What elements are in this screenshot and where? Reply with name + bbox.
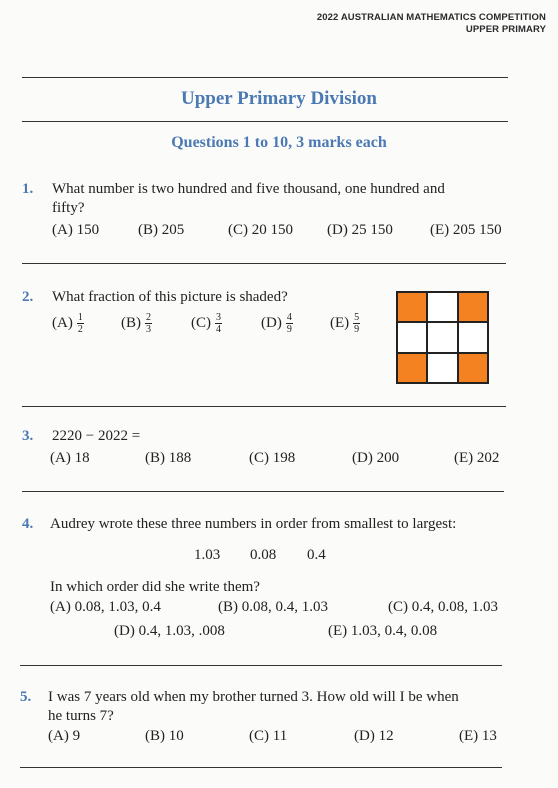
option-label: (C) xyxy=(191,314,211,331)
answer-option-e[interactable] xyxy=(330,312,360,335)
fraction-denominator: 9 xyxy=(286,324,292,335)
answer-option-c[interactable]: (C) 0.4, 0.08, 1.03 xyxy=(388,599,498,615)
option-label: (E) xyxy=(330,314,350,331)
question-prompt: In which order did she write them? xyxy=(50,579,260,595)
question-number: 4. xyxy=(22,516,34,532)
answer-option-a[interactable] xyxy=(52,312,84,335)
question-text-line: I was 7 years old when my brother turned 3. How old will I be when xyxy=(48,689,459,705)
answer-option-b[interactable]: (B) 188 xyxy=(145,450,192,466)
divider xyxy=(22,263,506,264)
option-label: (D) xyxy=(261,314,282,331)
question-text-line: What number is two hundred and five thousand, one hundred and xyxy=(52,181,445,197)
number-3: 0.4 xyxy=(307,547,326,563)
question-text-line: fifty? xyxy=(52,200,85,216)
question-text xyxy=(52,180,445,218)
answer-option-a[interactable]: (A) 18 xyxy=(50,450,90,466)
question-number: 5. xyxy=(20,689,32,705)
question-text xyxy=(48,688,459,726)
section-title: Questions 1 to 10, 3 marks each xyxy=(171,134,387,151)
fraction-numerator: 5 xyxy=(354,312,360,323)
fraction-numerator: 3 xyxy=(216,312,221,323)
divider xyxy=(20,767,502,768)
fraction xyxy=(77,312,84,335)
divider xyxy=(22,491,504,492)
answer-option-e[interactable]: (E) 205 150 xyxy=(430,222,502,238)
answer-option-b[interactable]: (B) 10 xyxy=(145,728,184,744)
divider xyxy=(22,121,508,122)
question-number: 2. xyxy=(22,289,34,305)
header-division: UPPER PRIMARY xyxy=(465,24,546,35)
answer-option-e[interactable]: (E) 1.03, 0.4, 0.08 xyxy=(328,623,438,639)
question-text: What fraction of this picture is shaded? xyxy=(52,289,288,305)
answer-option-c[interactable] xyxy=(191,312,222,335)
header-competition: 2022 AUSTRALIAN MATHEMATICS COMPETITION xyxy=(316,12,546,23)
fraction xyxy=(215,312,222,335)
answer-option-a[interactable]: (A) 0.08, 1.03, 0.4 xyxy=(50,599,161,615)
fraction xyxy=(145,312,152,335)
grid-cell-shaded xyxy=(397,353,427,383)
divider xyxy=(22,406,506,407)
grid-cell-shaded xyxy=(458,292,488,322)
answer-option-d[interactable]: (D) 25 150 xyxy=(327,222,393,238)
answer-option-d[interactable] xyxy=(261,312,293,335)
answer-option-c[interactable]: (C) 11 xyxy=(249,728,288,744)
question-text: Audrey wrote these three numbers in order from smallest to largest: xyxy=(50,516,457,532)
fraction xyxy=(353,312,360,335)
division-title: Upper Primary Division xyxy=(181,88,377,109)
question-number: 3. xyxy=(22,428,34,444)
answer-option-a[interactable]: (A) 9 xyxy=(48,728,81,744)
grid-cell xyxy=(397,322,427,352)
divider xyxy=(20,665,502,666)
grid-cell xyxy=(458,322,488,352)
answer-option-d[interactable]: (D) 12 xyxy=(354,728,394,744)
number-2: 0.08 xyxy=(250,547,277,563)
fraction-numerator: 1 xyxy=(77,312,83,323)
number-1: 1.03 xyxy=(194,547,221,563)
fraction-denominator: 3 xyxy=(146,324,151,335)
fraction-denominator: 2 xyxy=(77,324,83,335)
grid-cell-shaded xyxy=(458,353,488,383)
question-text-line: he turns 7? xyxy=(48,708,114,724)
answer-option-b[interactable] xyxy=(121,312,152,335)
grid-cell xyxy=(427,353,457,383)
grid-cell xyxy=(427,322,457,352)
page-header xyxy=(317,12,546,36)
answer-option-d[interactable]: (D) 0.4, 1.03, .008 xyxy=(114,623,225,639)
answer-option-e[interactable]: (E) 13 xyxy=(459,728,497,744)
answer-option-d[interactable]: (D) 200 xyxy=(352,450,400,466)
divider xyxy=(22,77,508,78)
answer-option-c[interactable]: (C) 198 xyxy=(249,450,296,466)
question-text: 2220 − 2022 = xyxy=(52,428,141,444)
answer-option-b[interactable]: (B) 0.08, 0.4, 1.03 xyxy=(218,599,328,615)
answer-option-c[interactable]: (C) 20 150 xyxy=(228,222,293,238)
fraction-numerator: 4 xyxy=(286,312,292,323)
grid-cell-shaded xyxy=(397,292,427,322)
answer-option-e[interactable]: (E) 202 xyxy=(454,450,500,466)
option-label: (A) xyxy=(52,314,73,331)
fraction xyxy=(286,312,293,335)
question-number: 1. xyxy=(22,181,34,197)
option-label: (B) xyxy=(121,314,141,331)
grid-cell xyxy=(427,292,457,322)
answer-option-a[interactable]: (A) 150 xyxy=(52,222,100,238)
answer-option-b[interactable]: (B) 205 xyxy=(138,222,185,238)
fraction-numerator: 2 xyxy=(146,312,151,323)
fraction-denominator: 4 xyxy=(216,324,221,335)
shaded-grid-figure xyxy=(396,291,489,384)
fraction-denominator: 9 xyxy=(354,324,360,335)
